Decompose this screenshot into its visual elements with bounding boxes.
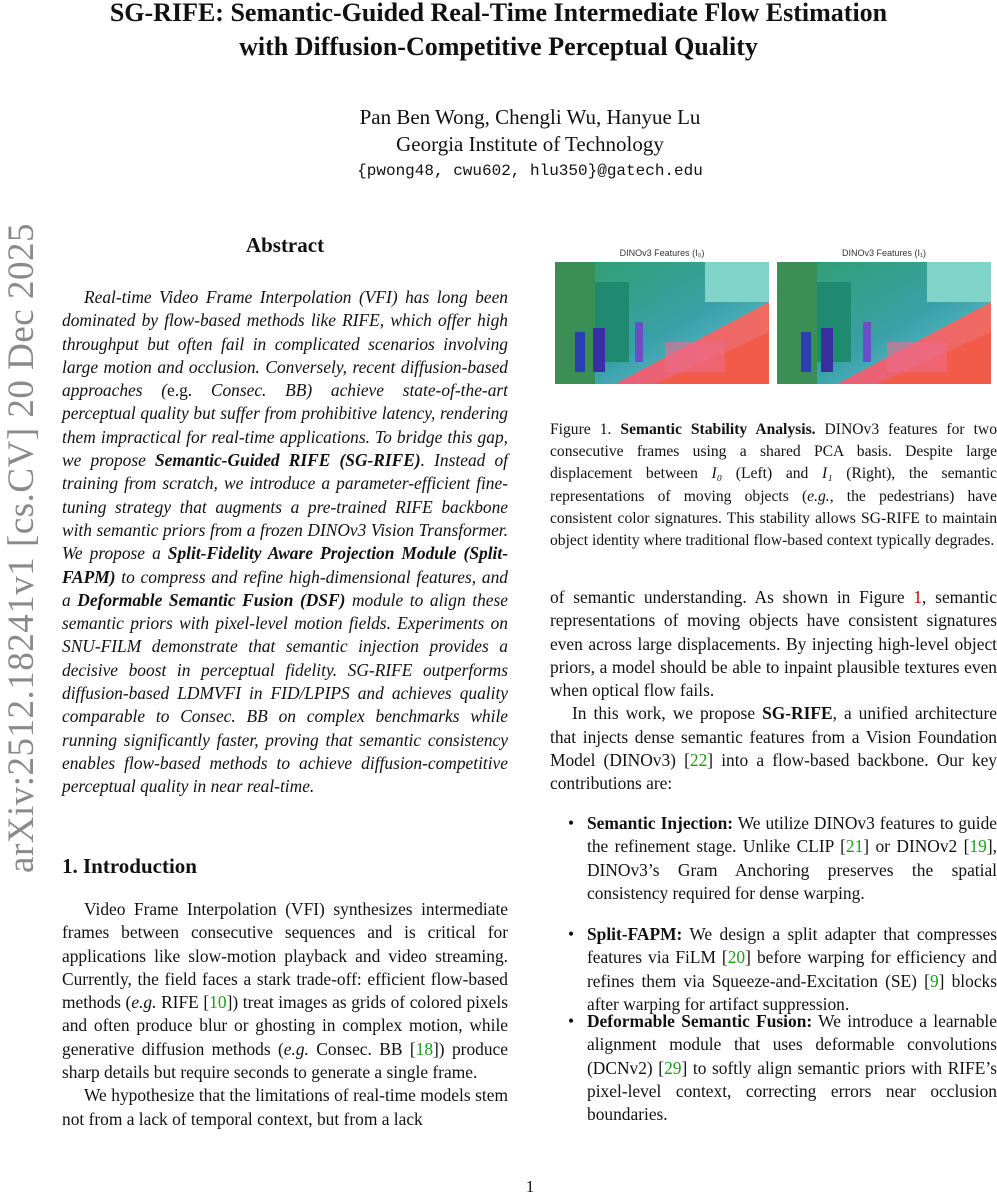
abstract-bold: Split-Fidelity Aware Projection Module (Split-FAPM) xyxy=(62,543,508,587)
bullet-icon: • xyxy=(568,924,575,944)
citation-link[interactable]: 20 xyxy=(727,947,746,968)
citation-link[interactable]: 10 xyxy=(209,992,227,1013)
figure-1-caption: Figure 1. Semantic Stability Analysis. DINOv3 features for two consecutive frames using a shared PCA basis. Despite large displacement between I₀ (Left) and I₁ (Right), the semantic representations of moving objects (e.g., the pedestrians) have consistent color signatures. This stability allows SG-RIFE to maintain object identity where traditional flow-based context typically degrades. xyxy=(550,421,997,550)
introduction-body xyxy=(62,898,508,1131)
body-paragraph: of semantic understanding. As shown in Figure 1, semantic representations of moving objects have consistent signatures even across large displacements. By injecting high-level object priors, a model should be able to inpaint plausible textures even when optical flow fails. xyxy=(550,587,997,701)
author-block xyxy=(0,104,997,185)
abstract-text: module to align these semantic priors with pixel-level motion fields. Experiments on SNU-FILM demonstrate that semantic injection provides a decisive boost in perceptual fidelity. SG-RIFE outperforms diffusion-based LDMVFI in FID/LPIPS and achieves quality comparable to Consec. BB on complex benchmarks while running significantly faster, proving that semantic consistency enables flow-based methods to achieve diffusion-competitive perceptual quality in near real-time. xyxy=(62,589,508,797)
paper-title xyxy=(60,0,937,64)
body-paragraph: In this work, we propose SG-RIFE, a unified architecture that injects dense semantic features from a Vision Foundation Model (DINOv3) [22] into a flow-based backbone. Our key contributions are: xyxy=(550,703,997,794)
list-item: • Split-FAPM: We design a split adapter that compresses features via FiLM [20] before warping for efficiency and refines them via Squeeze-and-Excitation (SE) [9] blocks after warping for artifact suppression. xyxy=(568,924,997,1014)
intro-paragraph: We hypothesize that the limitations of real-time models stem not from a lack of temporal context, but from a lack xyxy=(62,1085,508,1129)
citation-link[interactable]: 21 xyxy=(845,836,864,857)
title-line-2: with Diffusion-Competitive Perceptual Quality xyxy=(239,32,758,61)
figure-1 xyxy=(555,248,995,386)
citation-link[interactable]: 19 xyxy=(969,836,987,857)
abstract-text: Real-time Video Frame Interpolation (VFI) has long been dominated by flow-based methods like RIFE, which offer high throughput but often fail in complicated scenarios involving large motion and occlusion. Conversely, recent diffusion-based approaches ( xyxy=(62,287,508,401)
feature-map-right xyxy=(777,262,991,384)
list-item: • Semantic Injection: We utilize DINOv3 features to guide the refinement stage. Unlike CLIP [21] or DINOv2 [19], DINOv3’s Gram Anchoring preserves the spatial consistency required for dense warping. xyxy=(568,813,997,903)
section-heading-introduction: 1. Introduction xyxy=(62,854,197,878)
authors: Pan Ben Wong, Chengli Wu, Hanyue Lu xyxy=(359,105,701,129)
citation-link[interactable]: 18 xyxy=(415,1038,434,1059)
figure-label-left: DINOv3 Features (I₀) xyxy=(619,248,705,258)
abstract-text: to compress and refine high-dimensional features, and a xyxy=(62,566,508,610)
abstract-bold: Semantic-Guided RIFE (SG-RIFE) xyxy=(155,450,421,471)
abstract-heading: Abstract xyxy=(245,233,325,257)
list-item: • Deformable Semantic Fusion: We introduce a learnable alignment module that uses deformable convolutions (DCNv2) [29] to softly align semantic priors with RIFE’s pixel-level context, correcting errors near occlusion boundaries. xyxy=(568,1011,997,1125)
bullet-icon: • xyxy=(568,1011,575,1031)
citation-link[interactable]: 9 xyxy=(929,970,939,991)
right-column-body xyxy=(550,586,997,796)
affiliation: Georgia Institute of Technology xyxy=(396,132,664,156)
figure-label-right: DINOv3 Features (I₁) xyxy=(841,248,927,258)
citation-link[interactable]: 29 xyxy=(664,1057,682,1078)
abstract-text: . Instead of training from scratch, we introduce a parameter-efficient fine-tuning strategy that augments a pre-trained RIFE backbone with semantic priors from a frozen DINOv3 Vision Transformer. We propose a xyxy=(62,450,509,564)
intro-paragraph: Video Frame Interpolation (VFI) synthesizes intermediate frames between consecutive sequences and is critical for applications like slow-motion playback and video streaming. Currently, the field faces a stark trade-off: efficient flow-based methods (e.g. RIFE [10]) treat images as grids of colored pixels and often produce blur or ghosting in complex motion, while generative diffusion methods (e.g. Consec. BB [18]) produce sharp details but require seconds to generate a single frame. xyxy=(62,899,508,1083)
abstract-bold: Deformable Semantic Fusion (DSF) xyxy=(77,589,346,610)
abstract-eg: e.g. xyxy=(167,380,193,401)
page-number: 1 xyxy=(525,1177,535,1196)
abstract-text: Consec. BB) achieve state-of-the-art perceptual quality but suffer from prohibitive latency, rendering them impractical for real-time applications. To bridge this gap, we propose xyxy=(62,380,508,471)
citation-link[interactable]: 22 xyxy=(689,750,708,771)
arxiv-stamp: arXiv:2512.18241v1 [cs.CV] 20 Dec 2025 xyxy=(1,223,42,873)
author-emails: {pwong48, cwu602, hlu350}@gatech.edu xyxy=(357,162,703,180)
figure-ref-link[interactable]: 1 xyxy=(913,587,923,607)
feature-map-left xyxy=(555,262,769,384)
bullet-icon: • xyxy=(568,813,575,833)
abstract-body xyxy=(62,286,508,799)
title-line-1: SG-RIFE: Semantic-Guided Real-Time Intermediate Flow Estimation xyxy=(109,0,888,27)
